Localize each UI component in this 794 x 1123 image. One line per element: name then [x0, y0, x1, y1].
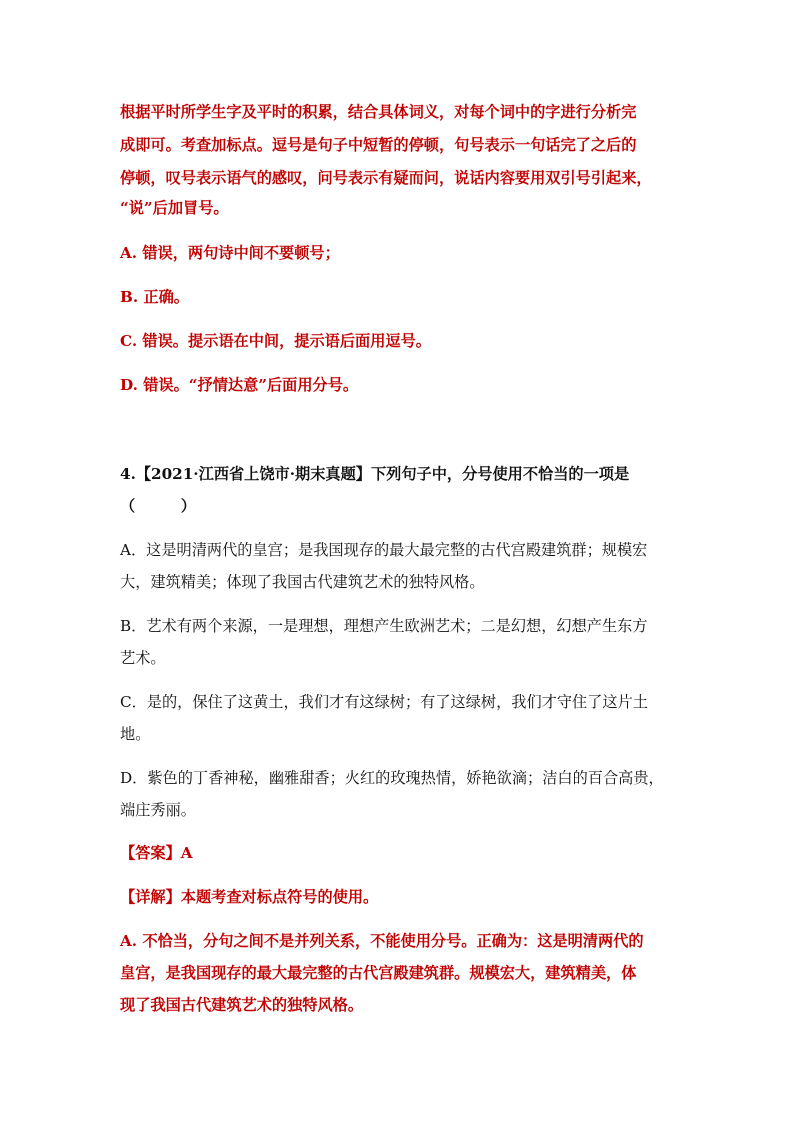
prev-item-d: D. 错误。“抒情达意”后面用分号。 — [120, 376, 359, 394]
option-b-line-1: B．艺术有两个来源，一是理想，理想产生欧洲艺术；二是幻想，幻想产生东方 — [120, 617, 648, 635]
prev-item-c: C. 错误。提示语在中间，提示语后面用逗号。 — [120, 332, 431, 350]
option-a-line-2: 大，建筑精美；体现了我国古代建筑艺术的独特风格。 — [120, 573, 485, 591]
answer-explain-line-3: 现了我国古代建筑艺术的独特风格。 — [120, 996, 363, 1014]
answer-explain-line-2: 皇宫，是我国现存的最大最完整的古代宫殿建筑群。规模宏大，建筑精美，体 — [120, 964, 637, 982]
question-stem-line-1: 4.【2021·江西省上饶市·期末真题】下列句子中，分号使用不恰当的一项是 — [120, 465, 630, 483]
option-d-line-1: D．紫色的丁香神秘，幽雅甜香；火红的玫瑰热情，娇艳欲滴；洁白的百合高贵， — [120, 769, 664, 787]
option-d-line-2: 端庄秀丽。 — [120, 801, 196, 819]
prev-item-b: B. 正确。 — [120, 288, 189, 306]
option-c-line-1: C．是的，保住了这黄土，我们才有这绿树；有了这绿树，我们才守住了这片土 — [120, 693, 648, 711]
prev-explanation-line-1: 根据平时所学生字及平时的积累，结合具体词义，对每个词中的字进行分析完 — [120, 103, 637, 121]
option-c-line-2: 地。 — [120, 725, 151, 743]
answer-line: 【答案】A — [120, 844, 193, 862]
prev-item-a: A. 错误，两句诗中间不要顿号； — [120, 244, 340, 262]
answer-explain-line-1: A. 不恰当，分句之间不是并列关系，不能使用分号。正确为：这是明清两代的 — [120, 932, 644, 950]
question-stem-line-2: （ ） — [120, 497, 196, 515]
answer-detail: 【详解】本题考查对标点符号的使用。 — [120, 888, 379, 906]
option-a-line-1: A．这是明清两代的皇宫；是我国现存的最大最完整的古代宫殿建筑群；规模宏 — [120, 541, 648, 559]
option-b-line-2: 艺术。 — [120, 649, 166, 667]
prev-explanation-line-2: 成即可。考查加标点。逗号是句子中短暂的停顿，句号表示一句话完了之后的 — [120, 136, 637, 154]
prev-explanation-line-3: 停顿，叹号表示语气的感叹，问号表示有疑而问，说话内容要用双引号引起来， — [120, 169, 652, 187]
prev-explanation-line-4: “说”后加冒号。 — [120, 199, 229, 217]
